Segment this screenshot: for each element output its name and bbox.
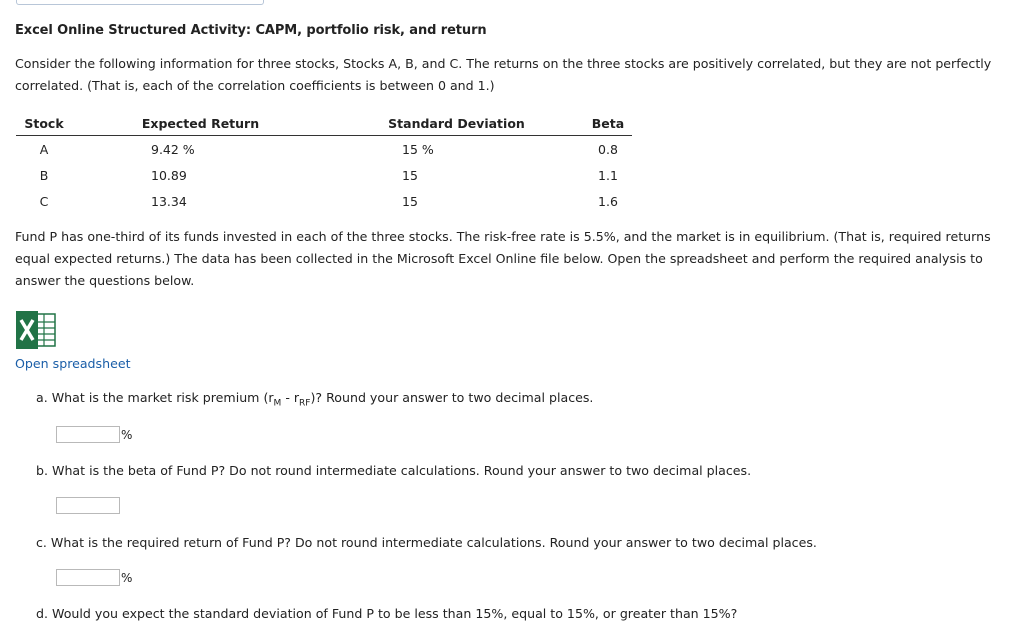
header-expected-return: Expected Return xyxy=(72,113,329,136)
question-a-suffix: )? Round your answer to two decimal places. xyxy=(310,390,594,405)
table-row xyxy=(16,162,632,188)
table-row xyxy=(16,188,632,214)
cell-beta: 1.6 xyxy=(598,193,618,209)
top-tab-edge xyxy=(16,0,264,5)
question-a-mid: - r xyxy=(281,390,300,405)
cell-stock: A xyxy=(39,141,49,157)
table-row xyxy=(16,136,632,163)
question-b: b. What is the beta of Fund P? Do not round intermediate calculations. Round your answer to two decimal places. xyxy=(36,463,752,478)
question-a xyxy=(36,390,593,409)
answer-a-unit: % xyxy=(121,428,133,442)
cell-expected-return: 13.34 xyxy=(151,193,187,209)
cell-beta: 0.8 xyxy=(598,141,618,157)
cell-standard-deviation: 15 xyxy=(402,193,418,209)
question-c: c. What is the required return of Fund P? Do not round intermediate calculations. Round your answer to two decimal places. xyxy=(36,535,817,550)
excel-icon[interactable] xyxy=(15,310,63,350)
cell-standard-deviation: 15 xyxy=(402,167,418,183)
header-standard-deviation: Standard Deviation xyxy=(329,113,584,136)
cell-beta: 1.1 xyxy=(598,167,618,183)
cell-stock: B xyxy=(39,167,49,183)
cell-expected-return: 10.89 xyxy=(151,167,187,183)
intro-paragraph: Consider the following information for three stocks, Stocks A, B, and C. The returns on the three stocks are positively correlated, but they are not perfectly correlated. (That is, each of the correlation coefficients is between 0 and 1.) xyxy=(15,56,992,93)
question-a-sub-rf: RF xyxy=(299,398,311,409)
question-a-prefix: a. What is the market risk premium (r xyxy=(36,390,274,405)
header-beta: Beta xyxy=(584,113,632,136)
answer-c-unit: % xyxy=(121,571,133,585)
answer-a-input[interactable] xyxy=(56,426,120,443)
stock-table xyxy=(16,113,632,214)
answer-a xyxy=(56,426,132,443)
question-a-sub-m: M xyxy=(273,398,282,409)
cell-standard-deviation: 15 % xyxy=(402,141,434,157)
question-d: d. Would you expect the standard deviation of Fund P to be less than 15%, equal to 15%, or greater than 15%? xyxy=(36,606,738,621)
fund-paragraph: Fund P has one-third of its funds invested in each of the three stocks. The risk-free rate is 5.5%, and the market is in equilibrium. (That is, required returns equal expected returns.) The data has been collected in the Microsoft Excel Online file below. Open the spreadsheet and perform the required analysis to answer the questions below. xyxy=(15,229,991,288)
cell-stock: C xyxy=(39,193,49,209)
answer-c xyxy=(56,569,132,586)
open-spreadsheet-link[interactable]: Open spreadsheet xyxy=(15,356,131,371)
answer-b xyxy=(56,497,120,514)
header-stock: Stock xyxy=(16,113,72,136)
answer-c-input[interactable] xyxy=(56,569,120,586)
table-header-row xyxy=(16,113,632,136)
cell-expected-return: 9.42 % xyxy=(151,141,195,157)
page-title: Excel Online Structured Activity: CAPM, portfolio risk, and return xyxy=(15,23,487,38)
answer-b-input[interactable] xyxy=(56,497,120,514)
